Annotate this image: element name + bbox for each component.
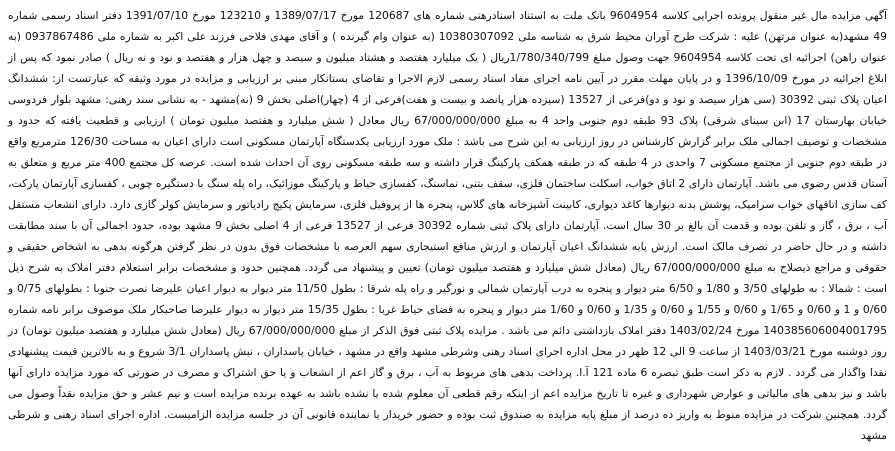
auction-notice-text: آگهی مزایده مال غیر منقول پرونده اجرایی کلاسه 9604954 بانک ملت به استناد اسنادرهنی شماره های 120687 مورخ 1389/07/17 و 123210 مورخ 1391/07/10 دفتر اسناد رسمی شماره 49 مشهد(به عنوان مرتهن) علیه : شرکت طرح آوران محیط شرق به شناسه ملی 10380307092 (به عنوان وام گیرنده ) و آقای مهدی فلاحی فرزند علی اکبر به شماره ملی 0937867486 (به عنوان راهن) اجرائیه ای تحت کلاسه 9604954 جهت وصول مبلغ 1/780/340/799ریال ( یک میلیارد هفتصد و هشتاد میلیون و سیصد و چهل هزار و هفتصد و نود و نه ریال ) صادر نمود که پس از ابلاغ اجرائیه در مورخ 1396/10/09 و در پایان مهلت مقرر در آیین نامه اجرای مفاد اسناد رسمی لازم الاجرا و تقاضای بستانکار مبنی بر ارزیابی و مزایده در مورد وثیقه که عبارتست از: ششدانگ اعیان پلاک ثبتی 30392 (سی هزار سیصد و نود و دو)فرعی از 13527 (سیزده هزار پانصد و بیست و هفت)فرعی از 4 (چهار)اصلی بخش 9 (نه)مشهد - به نشانی سند رهنی: مشهد بلوار فردوسی خیابان بهارستان 17 (ابن سینای شرقی) پلاک 93 طبقه دوم جنوبی واحد 4 به مبلغ 67/000/000/000 ریال معادل ( شش میلیارد و هفتصد میلیون تومان ) ارزیابی و قطعیت یافته که حدود و مشخصات و توصیف اجمالی ملک برابر گزارش کارشناس در روز ارزیابی به این شرح می باشد : ملک مورد ارزیابی یکدستگاه آپارتمان مسکونی است دارای اعیان به مساحت 126/30 مترمربع واقع در طبقه دوم جنوبی از مجتمع مسکونی 7 واحدی در 4 طبقه که در طبقه همکف پارکینگ قرار داشته و سه طبقه مسکونی روی آن احداث شده است. عرصه کل مجتمع 400 متر مربع و متعلق به آستان قدس رضوی می باشد. آپارتمان دارای 2 اتاق خواب، اسکلت ساختمان فلزی، سقف بتنی، نماسنگ، کفسازی حیاط و پارکینگ موزائیک، راه پله سنگ با دستگیره چوبی ، کفسازی آپارتمان پارکت، کف سازی اتاقهای خواب سرامیک، پوشش بدنه دیوارها کاغذ دیواری، کابینت آشپزخانه های گلاس، پنجره ها از پروفیل فلزی، سرمایش پکیج رادیاتور و سرمایش کولر گازی دارد. دارای انشعاب مستقل آب ، برق ، گاز و تلفن بوده و قدمت آن بالغ بر 30 سال است. آپارتمان دارای پلاک ثبتی شماره 30392 فرعی از 13527 فرعی از 4 اصلی بخش 9 مشهد بوده، حدود اجمالی آن با سند مطابقت داشته و در حال حاضر در تصرف مالک است. ارزش پایه ششدانگ اعیان آپارتمان و ارزش منافع استیجاری سهم العرصه با مشخصات فوق بدون در نظر گرفتن هرگونه بدهی به اشخاص حقیقی و حقوقی و مراجع ذیصلاح به مبلغ 67/000/000/000 ریال (معادل شش میلیارد و هفتصد میلیون تومان) تعیین و پیشنهاد می گردد. همچنین حدود و مشخصات برابر استعلام دفتر املاک به شرح ذیل است : شمالا : به طولهای 3/50 و 1/80 و 6/50 متر دیوار و پنجره به درب آپارتمان شمالی و نورگیر و راه پله شرقا : بطول 11/50 متر دیوار به دیوار اعیان علیرضا نصرت جنوبا : بطولهای 0/75 و 0/60 و 1 و 0/60 و 1/65 و 0/60 و 1/55 و 0/60 و 1/35 و 0/60 و 1/60 متر دیوار و پنجره به فضای حیاط غربا : بطول 15/35 متر دیوار به دیوار علیرضا صاحبکار ملک موصوف برابر نامه شماره 140385606004001795 مورخ 1403/02/24 دفتر املاک بازداشتی دائم می باشد . مزایده پلاک ثبتی فوق الذکر از مبلغ 67/000/000/000 ریال (معادل شش میلیارد و هفتصد میلیون تومان) در روز دوشنبه مورخ 1403/03/21 از ساعت 9 الی 12 ظهر در محل اداره اجرای اسناد رهنی وشرطی مشهد واقع در مشهد ، خیابان پاسداران ، نبش پاسداران 3/1 شروع و به بالاترین قیمت پیشنهادی نقدا واگذار می گردد . لازم به ذکر است طبق تبصره 6 ماده 121 آ.ا. پرداخت بدهی های مربوط به آب ، برق و گاز اعم از انشعاب و یا حق اشتراک و مصرف در صورتی که مورد مزایده دارای آنها باشد و نیز بدهی های مالیاتی و عوارض شهرداری و غیره تا تاریخ مزایده اعم از اینکه رقم قطعی آن معلوم شده یا نشده باشد به عهده برنده مزایده است و نیم عشر و حق مزایده نقداً وصول می گردد. همچنین شرکت در مزایده منوط به واریز ده درصد از مبلغ پایه مزایده به صندوق ثبت بوده و حضور خریدار یا نماینده قانونی آن در جلسه مزایده الزامیست. اداره اجرای اسناد رهنی و شرطی مشهد xyxy=(8,9,888,442)
